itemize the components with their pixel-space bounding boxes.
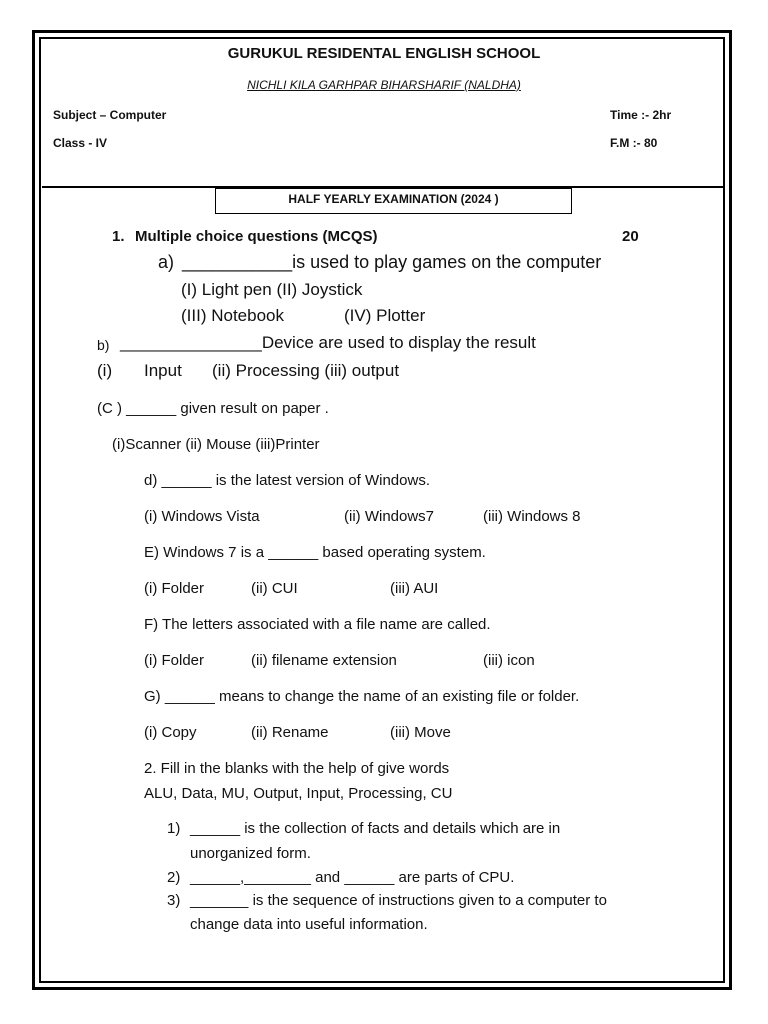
- q1b-label: b): [97, 337, 110, 353]
- q2-item-1-line1: ______ is the collection of facts and details which are in: [190, 820, 561, 837]
- q2-item-3-number: 3): [167, 892, 181, 909]
- q1d-text: d) ______ is the latest version of Windows.: [144, 472, 430, 489]
- q2-item-3-line2: change data into useful information.: [190, 916, 428, 933]
- q1a-text: ___________is used to play games on the computer: [182, 252, 602, 272]
- q1g-option-3: (iii) Move: [390, 724, 451, 741]
- q2-title: 2. Fill in the blanks with the help of give words: [144, 760, 450, 777]
- q1b-options-rest: (ii) Processing (iii) output: [212, 361, 400, 380]
- time-label: Time :- 2hr: [610, 108, 672, 122]
- q1a-option-iii: (III) Notebook: [181, 306, 284, 325]
- q2-word-bank: ALU, Data, MU, Output, Input, Processing, CU: [144, 785, 453, 802]
- q1f-option-1: (i) Folder: [144, 652, 205, 669]
- q1d-option-1: (i) Windows Vista: [144, 508, 260, 525]
- q1a-option-iv: (IV) Plotter: [344, 306, 426, 325]
- q2-item-1-line2: unorganized form.: [190, 845, 311, 862]
- exam-title: HALF YEARLY EXAMINATION (2024 ): [215, 188, 572, 214]
- q1e-option-2: (ii) CUI: [251, 580, 298, 597]
- q1d-option-3: (iii) Windows 8: [483, 508, 581, 525]
- q1-number: 1.: [112, 228, 125, 245]
- q1a-options-row1: (I) Light pen (II) Joystick: [181, 280, 363, 299]
- q1f-option-3: (iii) icon: [483, 652, 535, 669]
- q1b-option-i-text: Input: [144, 361, 182, 380]
- school-address: NICHLI KILA GARHPAR BIHARSHARIF (NALDHA): [247, 78, 521, 92]
- q1g-option-2: (ii) Rename: [251, 724, 329, 741]
- class-label: Class - IV: [53, 136, 108, 150]
- q1e-option-1: (i) Folder: [144, 580, 205, 597]
- q2-item-2-line1: ______,________ and ______ are parts of CPU.: [190, 869, 515, 886]
- q1c-options: (i)Scanner (ii) Mouse (iii)Printer: [112, 436, 320, 453]
- q2-item-3-line1: _______ is the sequence of instructions given to a computer to: [190, 892, 607, 909]
- q1c-text: (C ) ______ given result on paper .: [97, 400, 329, 417]
- q1d-option-2: (ii) Windows7: [344, 508, 435, 525]
- q1g-option-1: (i) Copy: [144, 724, 197, 741]
- full-marks-label: F.M :- 80: [610, 136, 658, 150]
- q1-marks: 20: [622, 228, 639, 245]
- school-name: GURUKUL RESIDENTAL ENGLISH SCHOOL: [227, 45, 541, 62]
- q2-item-2-number: 2): [167, 869, 181, 886]
- q1f-text: F) The letters associated with a file name are called.: [144, 616, 491, 633]
- q2-item-1-number: 1): [167, 820, 181, 837]
- q1-title: Multiple choice questions (MCQS): [135, 228, 378, 245]
- q1f-option-2: (ii) filename extension: [251, 652, 397, 669]
- q1b-text: _______________Device are used to display the result: [120, 333, 536, 352]
- q1b-option-i: (i): [97, 361, 113, 380]
- q1g-text: G) ______ means to change the name of an existing file or folder.: [144, 688, 580, 705]
- subject-label: Subject – Computer: [53, 108, 167, 122]
- q1e-text: E) Windows 7 is a ______ based operating system.: [144, 544, 486, 561]
- q1e-option-3: (iii) AUI: [390, 580, 439, 597]
- q1a-label: a): [158, 252, 175, 272]
